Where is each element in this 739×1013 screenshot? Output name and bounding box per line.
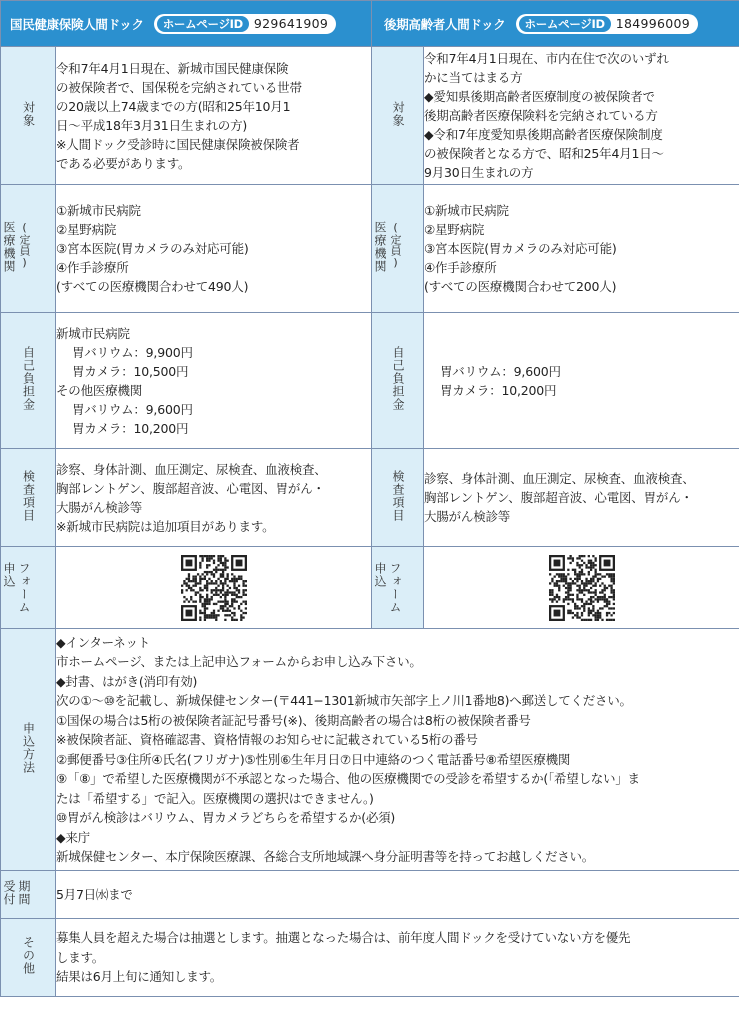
label-period — [1, 871, 56, 919]
method-line: ②郵便番号③住所④氏名(フリガナ)⑤性別⑥生年月日⑦日中連絡のつく電話番号⑧希望医療機関 — [56, 751, 571, 767]
other-list — [56, 928, 739, 987]
other-line: 結果は6月上旬に通知します。 — [56, 969, 222, 985]
method-line: 市ホームページ、または上記申込フォームからお申し込み下さい。 — [56, 654, 422, 669]
target-line: の20歳以上74歳までの方(昭和25年10月1 — [56, 98, 291, 114]
target-line: 9月30日生まれの方 — [424, 165, 534, 180]
facility-list — [56, 201, 371, 296]
facility-list — [424, 201, 739, 296]
label-cost — [372, 313, 424, 449]
method-list — [56, 633, 739, 867]
facility-item: ②星野病院 — [424, 222, 485, 237]
facility-item: ③宮本医院(胃カメラのみ対応可能) — [56, 241, 249, 256]
method-line: ◆インターネット — [56, 634, 150, 650]
exam-line: 大腸がん検診等 — [424, 509, 511, 524]
label-text: その他 — [21, 936, 36, 975]
cost-line: 胃バリウム：9,600円 — [72, 401, 193, 417]
label-other — [1, 919, 56, 997]
facility-item: ②星野病院 — [56, 222, 117, 237]
label-method — [1, 629, 56, 871]
exam-list — [424, 469, 739, 526]
method-line: ⑩胃がん検診はバリウム、胃カメラどちらを希望するか(必須) — [56, 810, 395, 825]
cost-line: 胃カメラ：10,200円 — [72, 420, 189, 436]
cost-line: 新城市民病院 — [56, 325, 130, 341]
target-text — [56, 59, 371, 173]
label-text: 自己負担金 — [391, 346, 405, 411]
method-line: 次の①〜⑩を記載し、新城保健センター(〒441−1301新城市矢部字上ノ川1番地8)へ郵送してください。 — [56, 693, 632, 708]
facility-item: ①新城市民病院 — [56, 203, 141, 218]
cost-line: 胃カメラ：10,500円 — [72, 363, 189, 379]
method-line: たは「希望する」で記入。医療機関の選択はできません。) — [56, 790, 374, 806]
cost-line: 胃バリウム：9,600円 — [440, 363, 561, 379]
homepage-id-badge — [516, 14, 698, 34]
label-subtext: (定員) — [389, 220, 402, 269]
other-line: 募集人員を超えた場合は抽選とします。抽選となった場合は、前年度人間ドックを受けていない方を優先 — [56, 930, 631, 946]
exam-list — [56, 460, 371, 536]
label-subtext: (定員) — [18, 220, 31, 269]
target-line: の被保険者となる方で、昭和25年4月1日〜 — [424, 146, 664, 161]
label-exam — [1, 449, 56, 547]
period-content — [56, 871, 739, 919]
label-text: フォーム — [17, 561, 31, 614]
label-text: 対象 — [391, 100, 405, 127]
label-text: 医療機関 — [2, 220, 16, 273]
exam-line: 大腸がん検診等 — [56, 499, 143, 515]
label-exam — [372, 449, 424, 547]
facilities-elderly — [424, 185, 739, 313]
homepage-id-label: ホームページID — [157, 16, 249, 32]
label-target — [1, 47, 56, 185]
label-text: 検査項目 — [21, 469, 36, 522]
method-line: ※被保険者証、資格確認書、資格情報のお知らせに記載されている5桁の番号 — [56, 732, 478, 747]
form-qr-national — [56, 547, 372, 629]
target-line: 令和7年4月1日現在、新城市国民健康保険 — [56, 60, 289, 76]
target-line: の被保険者で、国保税を完納されている世帯 — [56, 79, 302, 95]
cost-line: 胃バリウム：9,900円 — [72, 344, 193, 360]
label-text: 検査項目 — [391, 469, 405, 522]
header-title: 後期高齢者人間ドック — [384, 16, 506, 32]
target-line: 令和7年4月1日現在、市内在住で次のいずれ — [424, 51, 669, 66]
form-qr-elderly — [424, 547, 739, 629]
other-line: します。 — [56, 949, 105, 965]
target-line: ◆愛知県後期高齢者医療制度の被保険者で — [424, 89, 655, 104]
homepage-id-badge — [154, 14, 336, 34]
cost-line: その他医療機関 — [56, 382, 143, 398]
facilities-national — [56, 185, 372, 313]
method-line: ①国保の場合は5桁の被保険者証記号番号(※)、後期高齢者の場合は8桁の被保険者番号 — [56, 712, 531, 728]
label-text: 申込方法 — [21, 721, 36, 774]
other-content — [56, 919, 739, 997]
target-line: かに当てはまる方 — [424, 70, 523, 85]
cost-list — [424, 362, 739, 400]
label-form — [1, 547, 56, 629]
header-late-elderly — [372, 1, 739, 47]
label-text: 受付 — [2, 879, 16, 906]
facility-item: ④作手診療所 — [424, 260, 497, 275]
target-line: である必要があります。 — [56, 155, 191, 171]
homepage-id-value: 929641909 — [253, 16, 329, 31]
cost-line: 胃カメラ：10,200円 — [440, 382, 557, 398]
period-text: 5月7日㈬まで — [56, 886, 133, 902]
exam-line: ※新城市民病院は追加項目があります。 — [56, 518, 275, 534]
method-line: ◆封書、はがき(消印有効) — [56, 673, 198, 689]
label-facility — [372, 185, 424, 313]
target-line: 後期高齢者医療保険料を完納されている方 — [424, 108, 658, 123]
header-title: 国民健康保険人間ドック — [10, 16, 144, 32]
label-cost — [1, 313, 56, 449]
facility-item: ④作手診療所 — [56, 260, 129, 275]
target-line: ※人間ドック受診時に国民健康保険被保険者 — [56, 136, 300, 152]
exam-national — [56, 449, 372, 547]
target-elderly — [424, 47, 739, 185]
exam-line: 診察、身体計測、血圧測定、尿検査、血液検査、 — [56, 461, 327, 477]
label-text: フォーム — [388, 561, 402, 614]
target-line: ◆令和7年度愛知県後期高齢者医療保険制度 — [424, 127, 663, 142]
method-line: ⑨「⑧」で希望した医療機関が不承認となった場合、他の医療機関での受診を希望するか(「希望しない」ま — [56, 771, 640, 786]
target-line: 日〜平成18年3月31日生まれの方) — [56, 117, 248, 133]
label-text: 医療機関 — [373, 220, 387, 273]
qr-code-icon[interactable] — [181, 555, 247, 621]
label-text: 申込 — [373, 561, 387, 588]
cost-elderly — [424, 313, 739, 449]
label-facility — [1, 185, 56, 313]
facility-item: ③宮本医院(胃カメラのみ対応可能) — [424, 241, 617, 256]
facility-item: (すべての医療機関合わせて200人) — [424, 279, 617, 294]
label-target — [372, 47, 424, 185]
exam-line: 胸部レントゲン、腹部超音波、心電図、胃がん・ — [424, 490, 693, 505]
header-national-health — [1, 1, 372, 47]
exam-line: 診察、身体計測、血圧測定、尿検査、血液検査、 — [424, 471, 695, 486]
cost-list — [56, 324, 371, 438]
method-line: 新城保健センター、本庁保険医療課、各総合支所地域課へ身分証明書等を持ってお越しください。 — [56, 849, 595, 864]
qr-code-icon[interactable] — [549, 555, 615, 621]
facility-item: (すべての医療機関合わせて490人) — [56, 279, 249, 294]
label-text: 申込 — [2, 561, 16, 588]
label-text: 自己負担金 — [21, 346, 36, 411]
homepage-id-label: ホームページID — [519, 16, 611, 32]
facility-item: ①新城市民病院 — [424, 203, 509, 218]
exam-line: 胸部レントゲン、腹部超音波、心電図、胃がん・ — [56, 480, 325, 496]
label-text: 対象 — [21, 100, 36, 127]
label-text: 期間 — [17, 879, 31, 906]
cost-national — [56, 313, 372, 449]
target-text — [424, 49, 739, 182]
homepage-id-value: 184996009 — [615, 16, 690, 31]
method-line: ◆来庁 — [56, 829, 90, 845]
method-content — [56, 629, 739, 871]
label-form — [372, 547, 424, 629]
target-national — [56, 47, 372, 185]
exam-elderly — [424, 449, 739, 547]
